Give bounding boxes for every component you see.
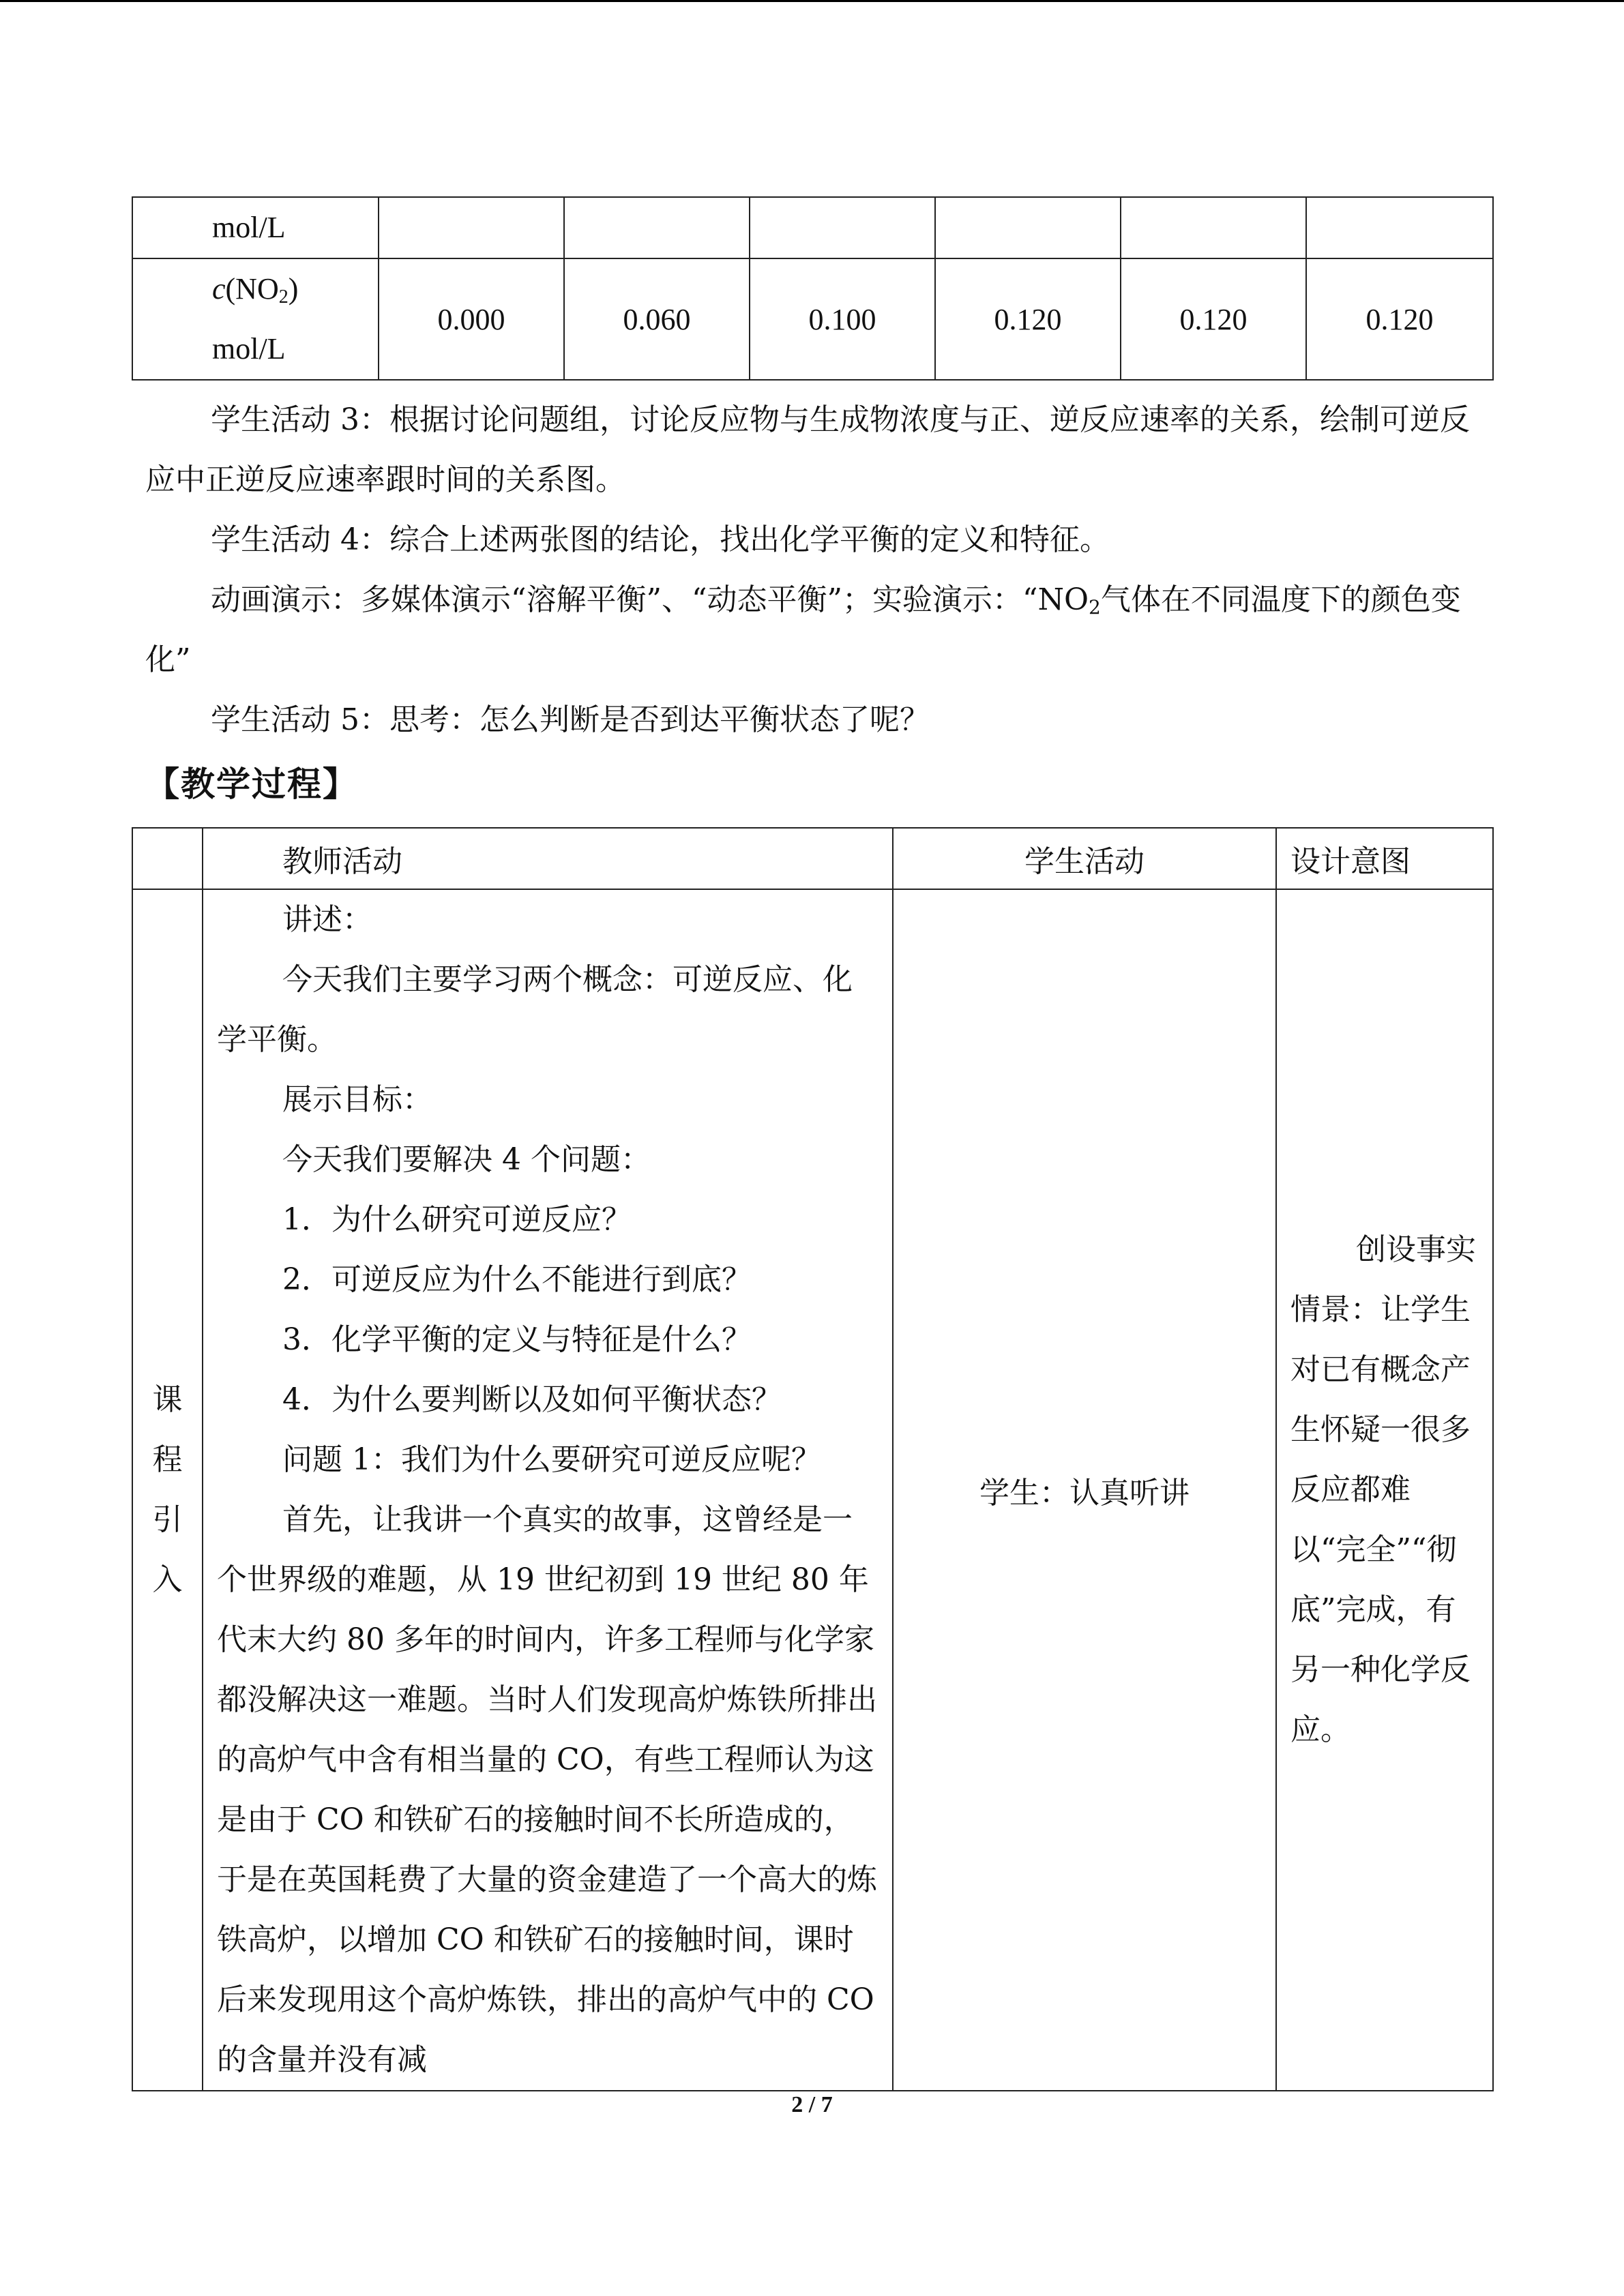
no2-label: $c(NO_2)$ mol/L — [132, 258, 379, 380]
concentration-data-table — [132, 196, 1494, 381]
table-cell: 0.120 — [1121, 258, 1306, 380]
no2-unit: mol/L — [212, 332, 286, 366]
table-row-intro — [132, 889, 1493, 2091]
table-cell: 0.120 — [935, 258, 1121, 380]
table-cell: 0.120 — [1306, 258, 1493, 380]
page-number: 2 / 7 — [791, 2092, 833, 2117]
paragraph-activity-3: 学生活动 3：根据讨论问题组，讨论反应物与生成物浓度与正、逆反应速率的关系，绘制可逆反应中正逆反应速率跟时间的关系图。 — [145, 402, 1470, 497]
stage-label: 课 程 引 入 — [132, 889, 203, 2091]
header-student-activity: 学生活动 — [893, 828, 1276, 889]
table-row — [132, 197, 1493, 258]
table-cell: 0.000 — [379, 258, 564, 380]
paragraph-animation-demo: 动画演示：多媒体演示“溶解平衡”、“动态平衡”；实验演示：“$NO_2$气体在不同温度下的颜色变化” — [145, 582, 1461, 677]
paragraph-activity-4: 学生活动 4：综合上述两张图的结论，找出化学平衡的定义和特征。 — [211, 522, 1110, 557]
table-cell: 0.100 — [750, 258, 935, 380]
unit-label: mol/L — [132, 197, 379, 258]
student-activity-cell: 学生：认真听讲 — [893, 889, 1276, 2091]
header-teacher-activity: 教师活动 — [203, 828, 893, 889]
teaching-process-table — [132, 827, 1494, 2091]
header-design-intent: 设计意图 — [1276, 828, 1493, 889]
paragraph-activity-5: 学生活动 5：思考：怎么判断是否到达平衡状态了呢？ — [211, 702, 930, 737]
table-header-row — [132, 828, 1493, 889]
section-heading: 【教学过程】 — [145, 764, 358, 804]
table-row-no2 — [132, 258, 1493, 380]
design-intent-cell: 创设事实情景：让学生对已有概念产生怀疑一很多反应都难以“完全”“彻底”完成，有另一种化学反应。 — [1276, 889, 1493, 2091]
table-cell: 0.060 — [564, 258, 750, 380]
teacher-activity-cell: 讲述： 今天我们主要学习两个概念：可逆反应、化学平衡。 展示目标： 今天我们要解决 4 个问题： 1．为什么研究可逆反应？ 2．可逆反应为什么不能进行到底？ 3．化学平衡的定义与特征是什么？ 4．为什么要判断以及如何平衡状态？ 问题 1：我们为什么要研究可逆反应呢？ 首先，让我讲一个真实的故事，这曾经是一个世界级的难题，从 19 世纪初到 19 世纪 80 年代末大约 80 多年的时间内，许多工程师与化学家都没解决这一难题。当时人们发现高炉炼铁所排出的高炉气中含有相当量的 CO，有些工程师认为这是由于 CO 和铁矿石的接触时间不长所造成的，于是在英国耗费了大量的资金建造了一个高大的炼铁高炉，以增加 CO 和铁矿石的接触时间，课时后来发现用这个高炉炼铁，排出的高炉气中的 CO 的含量并没有减 — [203, 889, 893, 2091]
header-stage — [132, 828, 203, 889]
top-border-line — [0, 0, 1624, 2]
